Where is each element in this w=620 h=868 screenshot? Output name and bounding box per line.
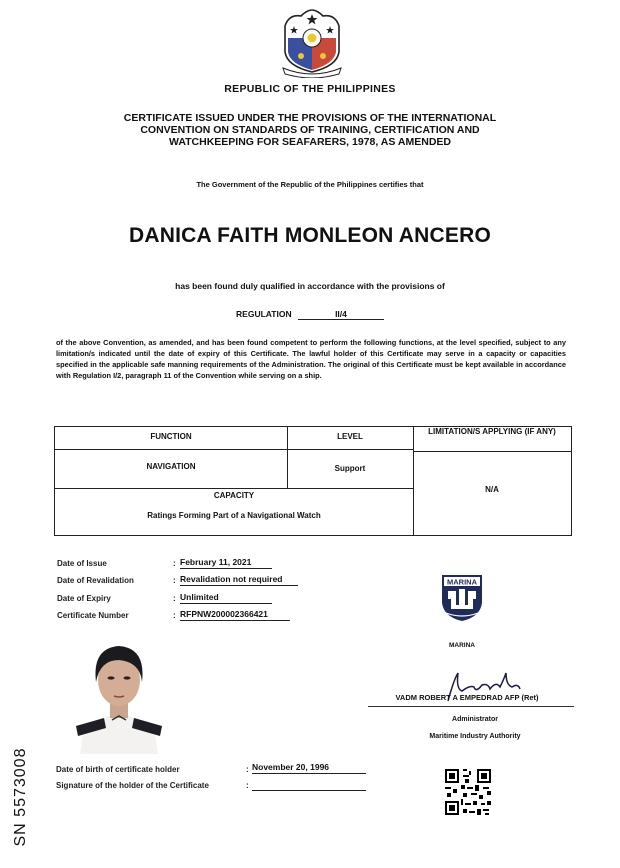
detail-label-issue: Date of Issue [57,559,107,568]
marina-label: MARINA [449,642,475,649]
title-line: WATCHKEEPING FOR SEAFARERS, 1978, AS AMENDED [169,136,451,148]
dob-value: November 20, 1996 [252,762,366,774]
colon: : [173,559,176,568]
detail-value-cert-number: RFPNW200002366421 [180,609,290,621]
competency-table [54,426,572,536]
function-value: NAVIGATION [146,462,196,471]
qualified-statement: has been found duly qualified in accordance with the provisions of [175,281,445,291]
table-divider [413,427,414,535]
header-level: LEVEL [337,432,363,441]
detail-label-cert-number: Certificate Number [57,611,129,620]
holder-name: DANICA FAITH MONLEON ANCERO [129,224,491,247]
holder-signature-label: Signature of the holder of the Certificate [56,781,209,790]
certifies-statement: The Government of the Republic of the Philippines certifies that [196,180,424,189]
limitations-value: N/A [485,485,499,494]
philippine-coat-of-arms-icon [279,8,345,78]
title-line: CERTIFICATE ISSUED UNDER THE PROVISIONS OF THE INTERNATIONAL [123,112,497,124]
marina-logo-icon [440,573,484,623]
regulation-line [0,309,620,320]
provisions-paragraph: of the above Convention, as amended, and has been found competent to perform the following functions, at the level specified, subject to any limitation/s indicated until the date of expiry of this Certificate. The lawful holder of this Certificate may serve in a capacity or capacities specified in the applicable safe manning requirements of the Administration. The original of this Certificate must be kept available in accordance with Regulation I/2, paragraph 11 of the Convention while serving on a ship. [56,338,566,380]
detail-value-expiry: Unlimited [180,592,272,604]
serial-number-text: SN 5573008 [12,747,29,847]
colon: : [173,611,176,620]
table-divider [413,451,571,452]
header-function: FUNCTION [150,432,192,441]
signatory-title: Administrator [452,716,498,723]
dob-label: Date of birth of certificate holder [56,765,180,774]
signatory-name: VADM ROBERT A EMPEDRAD AFP (Ret) [395,693,539,702]
serial-number [6,742,36,852]
level-value: Support [334,464,366,473]
marina-logo-text: MARINA [447,577,477,587]
colon: : [246,765,249,774]
detail-label-revalidation: Date of Revalidation [57,576,134,585]
regulation-value: II/4 [298,309,384,320]
signature-line [368,706,574,707]
colon: : [246,781,249,790]
detail-value-revalidation: Revalidation not required [180,574,298,586]
detail-value-issue: February 11, 2021 [180,557,272,569]
capacity-value: Ratings Forming Part of a Navigational Watch [147,511,321,520]
signatory-organization: Maritime Industry Authority [429,733,521,740]
regulation-label: REGULATION [236,309,292,319]
detail-label-expiry: Date of Expiry [57,594,111,603]
header-limitations: LIMITATION/S APPLYING (IF ANY) [428,427,556,436]
colon: : [173,576,176,585]
country-name: REPUBLIC OF THE PHILIPPINES [224,83,396,95]
certificate-title [100,112,520,148]
holder-signature-field [252,779,366,791]
colon: : [173,594,176,603]
table-divider [55,449,413,450]
qr-code-icon [443,767,493,817]
table-divider [55,488,413,489]
title-line: CONVENTION ON STANDARDS OF TRAINING, CERTIFICATION AND [140,124,480,136]
holder-photo [62,642,176,754]
capacity-label: CAPACITY [213,491,255,500]
